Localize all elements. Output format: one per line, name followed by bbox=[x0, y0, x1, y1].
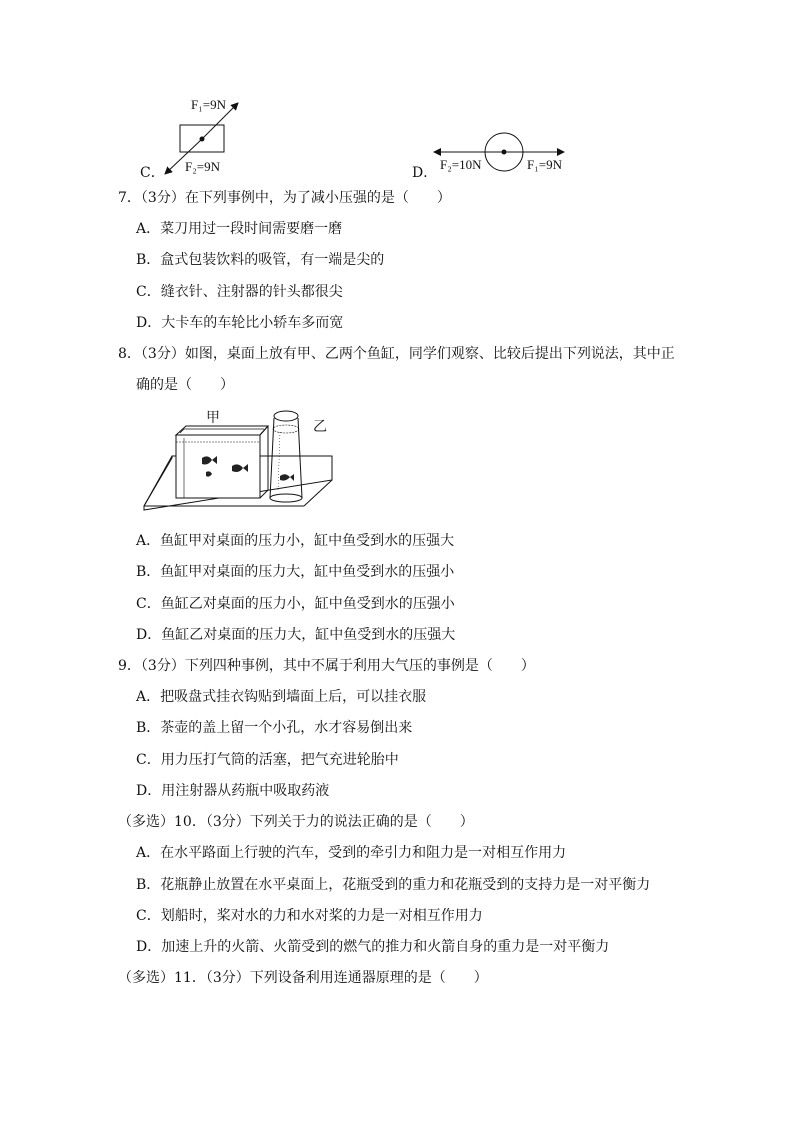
option-c: C．划船时，桨对水的力和水对桨的力是一对相互作用力 bbox=[136, 908, 483, 924]
option-b: B．茶壶的盖上留一个小孔，水才容易倒出来 bbox=[136, 720, 413, 736]
label-f2-d: F₂=10N bbox=[440, 157, 482, 172]
question-stem-line1: 8．（3分）如图，桌面上放有甲、乙两个鱼缸，同学们观察、比较后提出下列说法，其中正 bbox=[118, 346, 675, 362]
label-yi: 乙 bbox=[313, 419, 327, 435]
label-f1-c: F₁=9N bbox=[191, 97, 226, 112]
option-c: C．缝衣针、注射器的针头都很尖 bbox=[136, 284, 343, 300]
fish-tank-figure bbox=[140, 402, 340, 512]
label-jia: 甲 bbox=[206, 410, 220, 426]
question-stem: （多选）11．（3分）下列设备利用连通器原理的是（ ） bbox=[118, 970, 488, 986]
label-f2-c: F₂=9N bbox=[185, 159, 220, 174]
label-f1-d: F₁=9N bbox=[527, 157, 562, 172]
option-d: D．用注射器从药瓶中吸取药液 bbox=[136, 783, 330, 799]
question-stem: 7．（3分）在下列事例中，为了减小压强的是（ ） bbox=[118, 190, 451, 206]
option-b: B．花瓶静止放置在水平桌面上，花瓶受到的重力和花瓶受到的支持力是一对平衡力 bbox=[136, 877, 651, 893]
option-b: B．盒式包装饮料的吸管，有一端是尖的 bbox=[136, 252, 385, 268]
option-d: D．鱼缸乙对桌面的压力大，缸中鱼受到水的压强大 bbox=[136, 627, 456, 643]
option-d: D．加速上升的火箭、火箭受到的燃气的推力和火箭自身的重力是一对平衡力 bbox=[136, 939, 610, 955]
question-stem: 9．（3分）下列四种事例，其中不属于利用大气压的事例是（ ） bbox=[118, 658, 535, 674]
option-d-letter: D． bbox=[412, 165, 438, 181]
option-b: B．鱼缸甲对桌面的压力大，缸中鱼受到水的压强小 bbox=[136, 564, 455, 580]
fish-icon bbox=[280, 474, 294, 481]
option-c-letter: C． bbox=[140, 165, 165, 181]
option-c: C．鱼缸乙对桌面的压力小，缸中鱼受到水的压强小 bbox=[136, 596, 455, 612]
center-dot bbox=[200, 137, 205, 142]
option-a: A．菜刀用过一段时间需要磨一磨 bbox=[136, 221, 343, 237]
option-a: A．在水平路面上行驶的汽车，受到的牵引力和阻力是一对相互作用力 bbox=[136, 845, 567, 861]
option-a: A．鱼缸甲对桌面的压力小，缸中鱼受到水的压强大 bbox=[136, 533, 455, 549]
question-stem: （多选）10．（3分）下列关于力的说法正确的是（ ） bbox=[118, 814, 474, 830]
question-stem-line2: 确的是（ ） bbox=[136, 377, 234, 393]
option-d: D．大卡车的车轮比小轿车多而宽 bbox=[136, 315, 344, 331]
option-a: A．把吸盘式挂衣钩贴到墙面上后，可以挂衣服 bbox=[136, 689, 427, 705]
option-c: C．用力压打气筒的活塞，把气充进轮胎中 bbox=[136, 752, 399, 768]
tank-jia bbox=[176, 426, 268, 498]
center-dot bbox=[502, 150, 507, 155]
